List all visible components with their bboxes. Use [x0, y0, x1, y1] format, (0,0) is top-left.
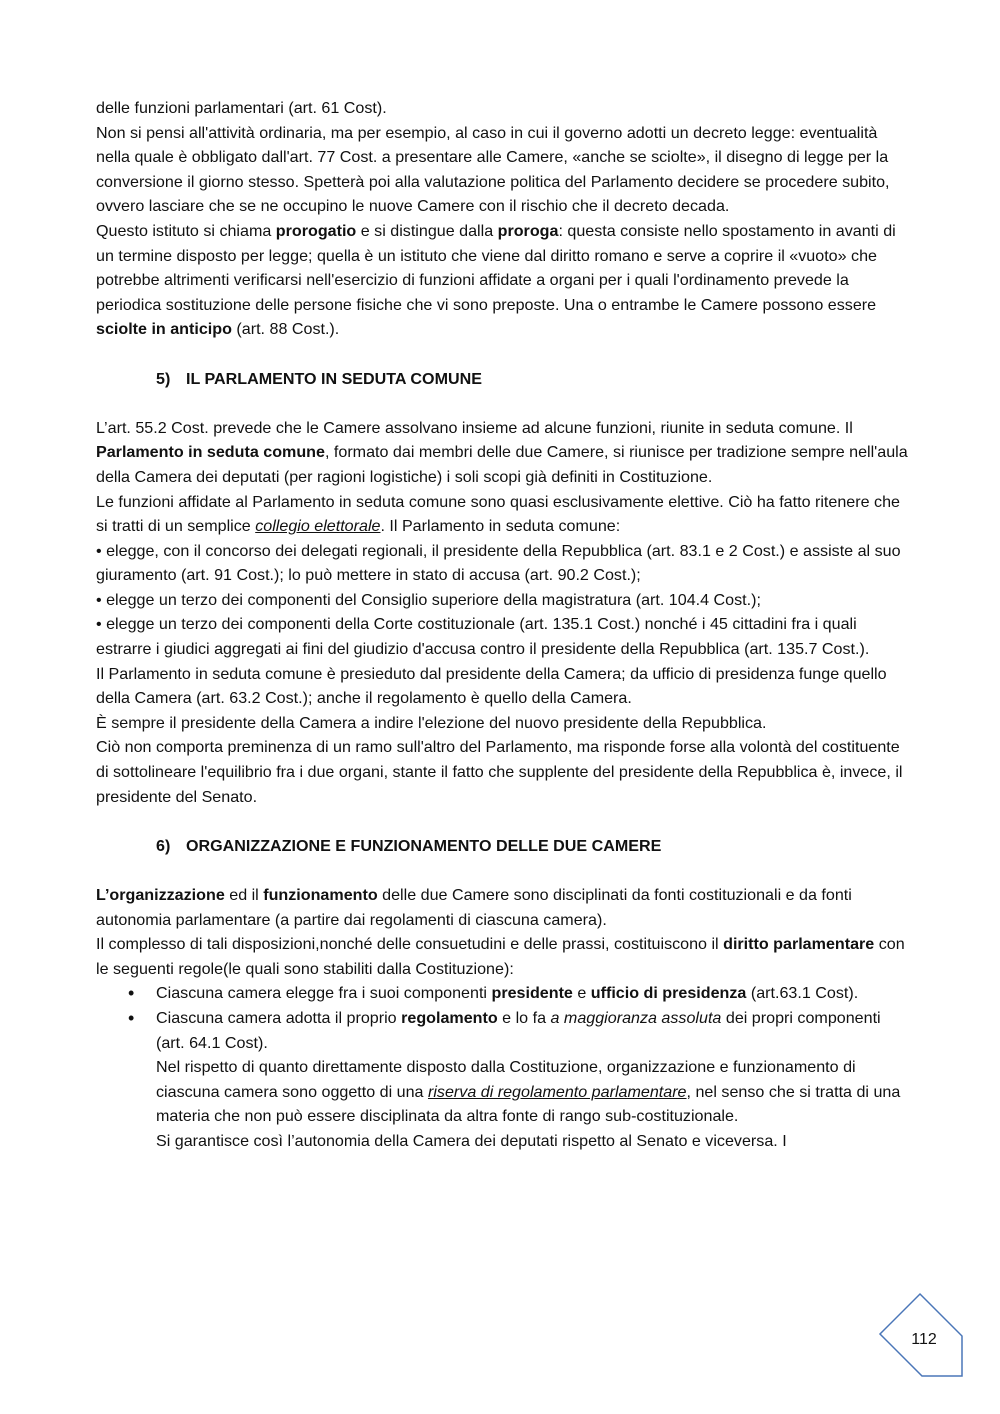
text-run: Ciascuna camera elegge fra i suoi componenti: [156, 984, 492, 1003]
underlined-term: collegio elettorale: [255, 517, 381, 536]
bullet-paragraph: • elegge, con il concorso dei delegati regionali, il presidente della Repubblica (art. 83.1 e 2 Cost.) e assiste al suo giuramento (art. 91 Cost.); lo può mettere in stato di accusa (art. 90.2 Cost.);: [96, 541, 901, 585]
paragraph: È sempre il presidente della Camera a indire l'elezione del nuovo presidente della Repubblica.: [96, 713, 767, 732]
bold-term-sciolte: sciolte in anticipo: [96, 320, 232, 339]
section-number: 6): [156, 836, 171, 855]
spacer: [96, 342, 908, 367]
paragraph: [96, 883, 908, 932]
paragraph: [96, 932, 908, 981]
section-title: IL PARLAMENTO IN SEDUTA COMUNE: [186, 369, 482, 388]
bold-term: presidente: [491, 984, 573, 1003]
list-item: [96, 981, 908, 1006]
bullet-paragraph: • elegge un terzo dei componenti del Consiglio superiore della magistratura (art. 104.4 Cost.);: [96, 590, 761, 609]
text-run: e lo fa: [497, 1008, 551, 1027]
text-run: ed il: [224, 886, 264, 904]
text-run: : questa consiste nello spostamento in avanti di un termine disposto per legge; quella è un istituto che viene dal diritto romano e serve a coprire il «vuoto» che potrebbe altrimenti verificarsi nell'esercizio di funzioni affidate a organi per i quali l'ordinamento prevede la periodica sostituzione delle persone fisiche che vi sono preposte. Una o entrambe le Camere possono essere: [96, 221, 896, 314]
section-title: ORGANIZZAZIONE E FUNZIONAMENTO DELLE DUE CAMERE: [186, 836, 662, 855]
list-item-line: [156, 1006, 908, 1055]
bold-term: L’organizzazione: [96, 886, 225, 904]
text-run: (art.63.1 Cost).: [746, 984, 859, 1003]
paragraph: delle funzioni parlamentari (art. 61 Cost).: [96, 99, 387, 117]
bold-term: ufficio di presidenza: [590, 984, 747, 1003]
text-run: (art. 88 Cost.).: [231, 320, 340, 339]
bold-term: funzionamento: [263, 886, 378, 904]
text-run: Le funzioni affidate al Parlamento in seduta comune sono quasi esclusivamente elettive. Ciò ha fatto ritenere che si tratti di un semplice: [96, 492, 900, 536]
spacer: [96, 858, 908, 883]
paragraph: Ciò non comporta preminenza di un ramo sull'altro del Parlamento, ma risponde forse alla volontà del costituente di sottolineare l'equilibrio fra i due organi, stante il fatto che supplente del presidente della Repubblica è, invece, il presidente del Senato.: [96, 738, 903, 806]
bold-term: Parlamento in seduta comune: [96, 443, 325, 462]
text-run: , nel senso che si tratta di una materia che non può essere disciplinata da altra fonte di rango sub-costituzionale.: [156, 1082, 901, 1126]
spacer: [96, 391, 908, 416]
document-page: [96, 96, 908, 1154]
spacer: [96, 809, 908, 834]
paragraph: Il Parlamento in seduta comune è presieduto dal presidente della Camera; da ufficio di presidenza funge quello della Camera (art. 63.2 Cost.); anche il regolamento è quello della Camera.: [96, 664, 887, 708]
paragraph: Non si pensi all'attività ordinaria, ma per esempio, al caso in cui il governo adotti un decreto legge: eventualità nella quale è obbligato dall'art. 77 Cost. a presentare alle Camere, «anche se sciolte», il disegno di legge per la conversione il giorno stesso. Spetterà poi alla valutazione politica del Parlamento decidere se procedere subito, ovvero lasciare che se ne occupino le nuove Camere con il rischio che il decreto decada.: [96, 123, 890, 216]
paragraph: [96, 416, 908, 490]
section-heading-6: [96, 834, 908, 859]
text-run: con le seguenti regole(le quali sono stabiliti dalla Costituzione):: [96, 935, 905, 978]
section-number: 5): [156, 369, 171, 388]
text-run: Nel rispetto di quanto direttamente disposto dalla Costituzione, organizzazione e funzionamento di ciascuna camera sono oggetto di una: [156, 1058, 856, 1101]
bullet-paragraph: • elegge un terzo dei componenti della Corte costituzionale (art. 135.1 Cost.) nonché i 45 cittadini fra i quali estrarre i giudici aggregati ai fini del giudizio d'accusa contro il presidente della Repubblica (art. 135.7 Cost.).: [96, 615, 870, 659]
text-run: Questo istituto si chiama: [96, 221, 276, 240]
paragraph: [96, 490, 908, 539]
list-item-paragraph: [156, 1055, 908, 1129]
text-run: dei propri componenti (art. 64.1 Cost).: [156, 1008, 881, 1052]
text-run: e: [572, 984, 591, 1003]
text-run: . Il Parlamento in seduta comune:: [380, 517, 621, 536]
text-run: , formato dai membri delle due Camere, si riunisce per tradizione sempre nell'aula della Camera dei deputati (per ragioni logistiche) i soli scopi già definiti in Costituzione.: [96, 443, 908, 486]
bold-term: regolamento: [401, 1008, 498, 1027]
bullet-list: [96, 981, 908, 1153]
underlined-term: riserva di regolamento parlamentare: [427, 1082, 687, 1101]
bold-term-proroga: proroga: [497, 221, 559, 240]
list-item: [96, 1006, 908, 1154]
text-run: L’art. 55.2 Cost. prevede che le Camere assolvano insieme ad alcune funzioni, riunite in seduta comune. Il: [96, 418, 853, 437]
text-run: Il complesso di tali disposizioni,nonché delle consuetudini e delle prassi, costituiscono il: [96, 935, 724, 954]
section-heading-5: [96, 367, 908, 392]
page-number: 112: [911, 1331, 937, 1348]
bold-term: diritto parlamentare: [723, 935, 875, 954]
italic-term: a maggioranza assoluta: [550, 1008, 722, 1027]
paragraph: [96, 219, 908, 342]
text-run: e si distingue dalla: [356, 221, 498, 240]
list-item-paragraph: Si garantisce così l’autonomia della Camera dei deputati rispetto al Senato e viceversa. I: [156, 1131, 787, 1150]
text-run: delle due Camere sono disciplinati da fonti costituzionali e da fonti autonomia parlamentare (a partire dai regolamenti di ciascuna camera).: [96, 886, 852, 929]
text-run: Ciascuna camera adotta il proprio: [156, 1008, 402, 1027]
bold-term-prorogatio: prorogatio: [275, 221, 357, 240]
